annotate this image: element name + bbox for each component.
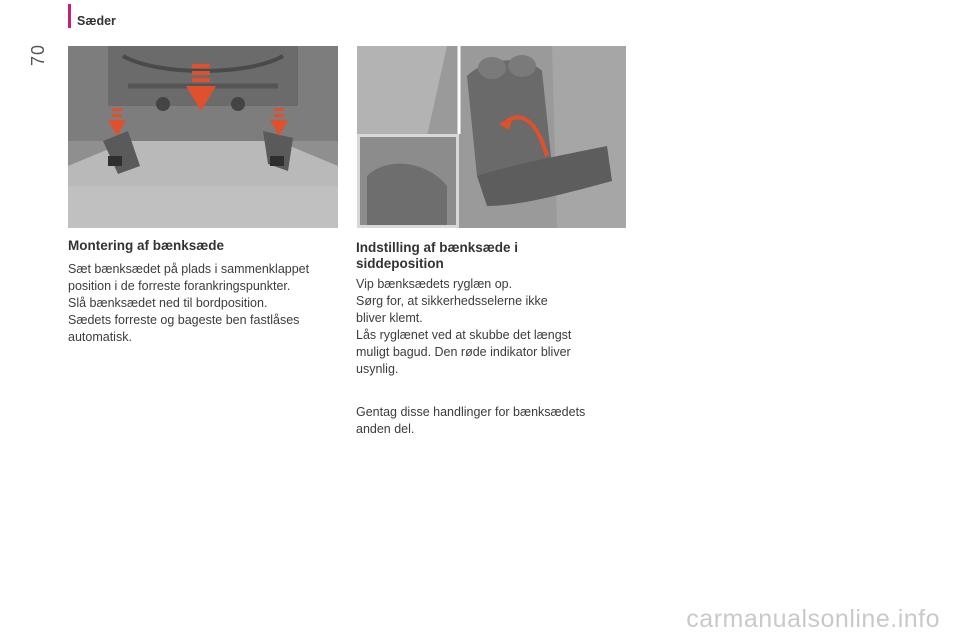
text-line: Sædets forreste og bageste ben fastlåses — [68, 313, 300, 327]
text-line: Lås ryglænet ved at skubbe det længst — [356, 328, 572, 342]
bench-seat-illustration — [357, 46, 626, 228]
text-line: Slå bænksædet ned til bordposition. — [68, 296, 268, 310]
text-line: Sæt bænksædet på plads i sammenklappet — [68, 262, 310, 276]
text-line: bliver klemt. — [356, 311, 423, 325]
text-line: anden del. — [356, 422, 415, 436]
adjustment-heading — [356, 240, 586, 272]
text-line: position i de forreste forankringspunkter. — [68, 279, 291, 293]
repeat-instructions — [356, 404, 626, 438]
section-title: Sæder — [77, 14, 116, 28]
mounting-heading: Montering af bænksæde — [68, 238, 225, 253]
text-line: usynlig. — [356, 362, 399, 376]
mounting-instructions — [68, 261, 348, 346]
adjustment-instructions — [356, 276, 626, 378]
watermark: carmanualsonline.info — [686, 605, 940, 633]
heading-line: Indstilling af bænksæde i — [356, 240, 519, 255]
heading-line: siddeposition — [356, 256, 444, 271]
text-line: Gentag disse handlinger for bænksædets — [356, 405, 586, 419]
text-line: Vip bænksædets ryglæn op. — [356, 277, 513, 291]
seat-anchoring-illustration — [68, 46, 338, 228]
page-number: 70 — [28, 43, 48, 66]
text-line: Sørg for, at sikkerhedsselerne ikke — [356, 294, 548, 308]
section-accent-bar — [68, 4, 71, 28]
text-line: muligt bagud. Den røde indikator bliver — [356, 345, 571, 359]
text-line: automatisk. — [68, 330, 132, 344]
